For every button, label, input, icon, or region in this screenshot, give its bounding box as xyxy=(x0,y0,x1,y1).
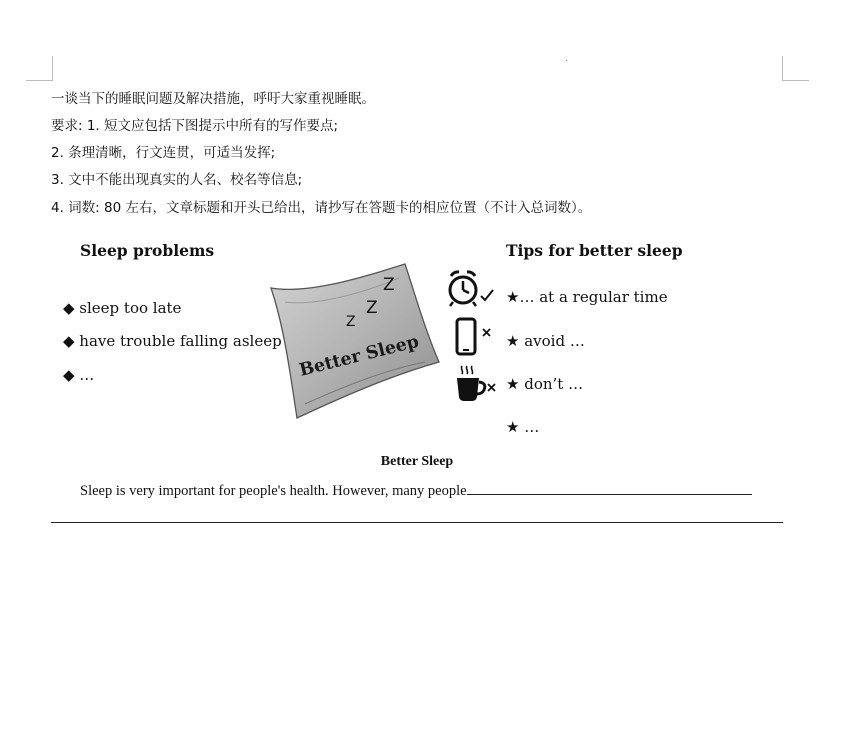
page-corner-mark-top-left xyxy=(26,56,53,81)
z-letter: Z xyxy=(383,275,395,295)
essay-opening-line xyxy=(80,480,752,500)
pillow-illustration xyxy=(265,258,441,420)
tips-heading: Tips for better sleep xyxy=(506,241,683,260)
coffee-cup-cross-icon xyxy=(454,364,500,404)
requirement-1: 要求: 1. 短文应包括下图提示中所有的写作要点; xyxy=(51,118,339,134)
tip-item: ★ … xyxy=(506,418,540,436)
page-corner-mark-top-right xyxy=(782,56,809,81)
sleep-problems-heading: Sleep problems xyxy=(80,241,215,260)
requirement-intro: 一谈当下的睡眠问题及解决措施，呼吁大家重视睡眠。 xyxy=(51,91,375,107)
problem-item: ◆ sleep too late xyxy=(63,299,182,317)
alarm-clock-check-icon xyxy=(445,268,497,308)
z-letter: Z xyxy=(366,298,378,318)
essay-title: Better Sleep xyxy=(380,454,454,469)
z-letter: Z xyxy=(346,314,356,330)
problem-item: ◆ … xyxy=(63,366,95,384)
answer-blank[interactable] xyxy=(467,480,752,495)
essay-opening-text: Sleep is very important for people's health. However, many people xyxy=(80,483,467,499)
tip-item: ★ avoid … xyxy=(506,332,585,350)
tip-item: ★… at a regular time xyxy=(506,288,668,306)
tip-item: ★ don’t … xyxy=(506,375,584,393)
page-speck xyxy=(566,60,567,61)
pillow-caption: Better Sleep xyxy=(297,331,421,381)
answer-line[interactable] xyxy=(51,522,783,523)
prompt-figure xyxy=(51,226,683,444)
problem-item: ◆ have trouble falling asleep xyxy=(63,332,282,350)
requirement-2: 2. 条理清晰，行文连贯，可适当发挥; xyxy=(51,145,276,161)
phone-cross-icon xyxy=(455,317,497,357)
requirement-4: 4. 词数: 80 左右，文章标题和开头已给出，请抄写在答题卡的相应位置（不计入总词数）。 xyxy=(51,200,592,216)
requirement-3: 3. 文中不能出现真实的人名、校名等信息; xyxy=(51,172,303,188)
